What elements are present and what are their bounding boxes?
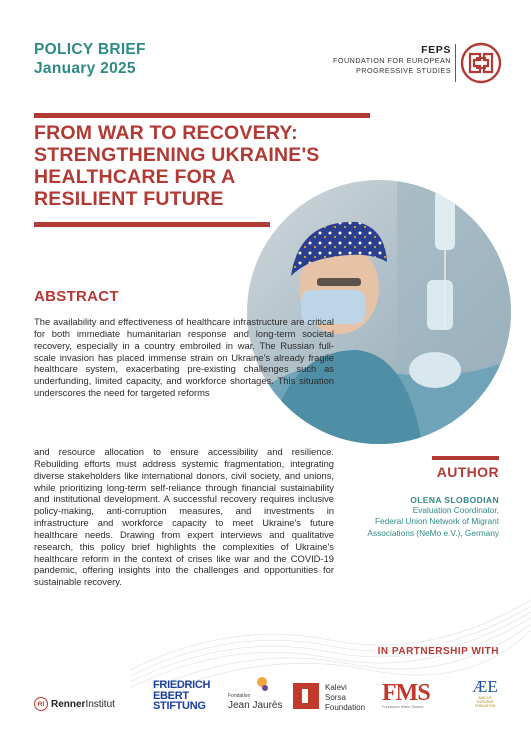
- fes-line2: EBERT: [153, 689, 189, 702]
- title-line-4: RESILIENT FUTURE: [34, 188, 224, 210]
- fes-logo: [153, 680, 210, 712]
- title-line-1: FROM WAR TO RECOVERY:: [34, 122, 298, 144]
- kalevi-line3: Foundation: [325, 703, 366, 712]
- title-line-2: STRENGTHENING UKRAINE'S: [34, 144, 320, 166]
- doc-type: POLICY BRIEF: [34, 41, 146, 58]
- author-bar: [432, 456, 499, 460]
- fms-big: FMS: [382, 680, 430, 706]
- renner-text: [51, 699, 115, 710]
- fms-logo: [382, 682, 430, 709]
- fjj-name: Jean Jaurès: [228, 700, 283, 711]
- fjj-small: Fondation: [228, 693, 251, 699]
- kalevi-text: [325, 683, 365, 713]
- ae-big: ÆE: [472, 677, 498, 696]
- jean-jaures-mark-icon: [252, 676, 272, 694]
- feps-seal-icon: [460, 42, 502, 84]
- brief-header: [34, 40, 146, 78]
- healthcare-worker-photo: [247, 180, 511, 444]
- renner-institut-logo: [34, 697, 115, 711]
- feps-abbr: FEPS: [421, 44, 451, 56]
- author-role-line1: Evaluation Coordinator,: [412, 505, 499, 515]
- author-role: [367, 505, 499, 539]
- ae-small2: FONDATION: [474, 704, 496, 708]
- ae-small1: AMICUS EUROPAE: [476, 696, 494, 704]
- title-top-bar: [34, 113, 370, 118]
- abstract-body-top: The availability and effectiveness of healthcare infrastructure are critical for both immediate humanitarian response and long-term societal recovery, especially in a country embroiled in war. The Russian full-scale invasion has placed immense strain on Ukraine's already fragile healthcare system, exacerbating pre-existing challenges such as underfunding, limited capacity, and workforce shortages. This situation underscores the need for targeted reforms: [34, 316, 334, 399]
- renner-rest: Institut: [85, 698, 115, 710]
- amicus-europae-logo: [470, 678, 500, 708]
- kalevi-mark-icon: [293, 683, 319, 709]
- kalevi-line1: Kalevi: [325, 683, 347, 692]
- fms-small: Fundación Mario Soares: [382, 705, 424, 709]
- partnership-heading: IN PARTNERSHIP WITH: [377, 646, 499, 657]
- title-line-3: HEALTHCARE FOR A: [34, 166, 236, 188]
- renner-mark-icon: RI: [34, 697, 48, 711]
- abstract-heading: ABSTRACT: [34, 288, 119, 305]
- feps-branding: [333, 44, 451, 75]
- feps-full-line1: FOUNDATION FOR EUROPEAN: [333, 56, 451, 65]
- fes-line1: FRIEDRICH: [153, 679, 211, 691]
- title-bottom-bar: [34, 222, 270, 227]
- author-name: OLENA SLOBODIAN: [410, 495, 499, 505]
- author-role-line2: Federal Union Network of Migrant: [374, 516, 499, 527]
- decorative-waves: [130, 560, 531, 690]
- doc-date: January 2025: [34, 60, 136, 77]
- author-role-line3: Associations (NeMo e.V.), Germany: [367, 527, 499, 538]
- feps-divider: [455, 44, 456, 82]
- kalevi-line2: Sorsa: [325, 693, 346, 702]
- renner-bold: Renner: [51, 698, 86, 710]
- feps-full-line2: PROGRESSIVE STUDIES: [356, 65, 451, 75]
- author-heading: AUTHOR: [436, 464, 499, 480]
- fondation-jean-jaures-logo: [228, 676, 284, 716]
- fes-line3: STIFTUNG: [153, 700, 206, 712]
- abstract-body-bottom: and resource allocation to ensure accessibility and resilience. Rebuilding efforts must address systemic fragmentation, integrating diverse stakeholders like international donors, civil society, and unions, while prioritizing long-term self-reliance through financial sustainability and institutional development. A successful recovery requires inclusive policy-making, anti-corruption measures, and investments in infrastructure and workforce capacity to meet Ukraine's future healthcare needs. Drawing from expert interviews and qualitative research, this policy brief highlights the complexities of Ukraine's healthcare reform in the context of crises like war and the COVID-19 pandemic, offering insights into the challenges and opportunities for sustainable recovery.: [34, 446, 334, 588]
- kalevi-sorsa-logo: [293, 683, 365, 713]
